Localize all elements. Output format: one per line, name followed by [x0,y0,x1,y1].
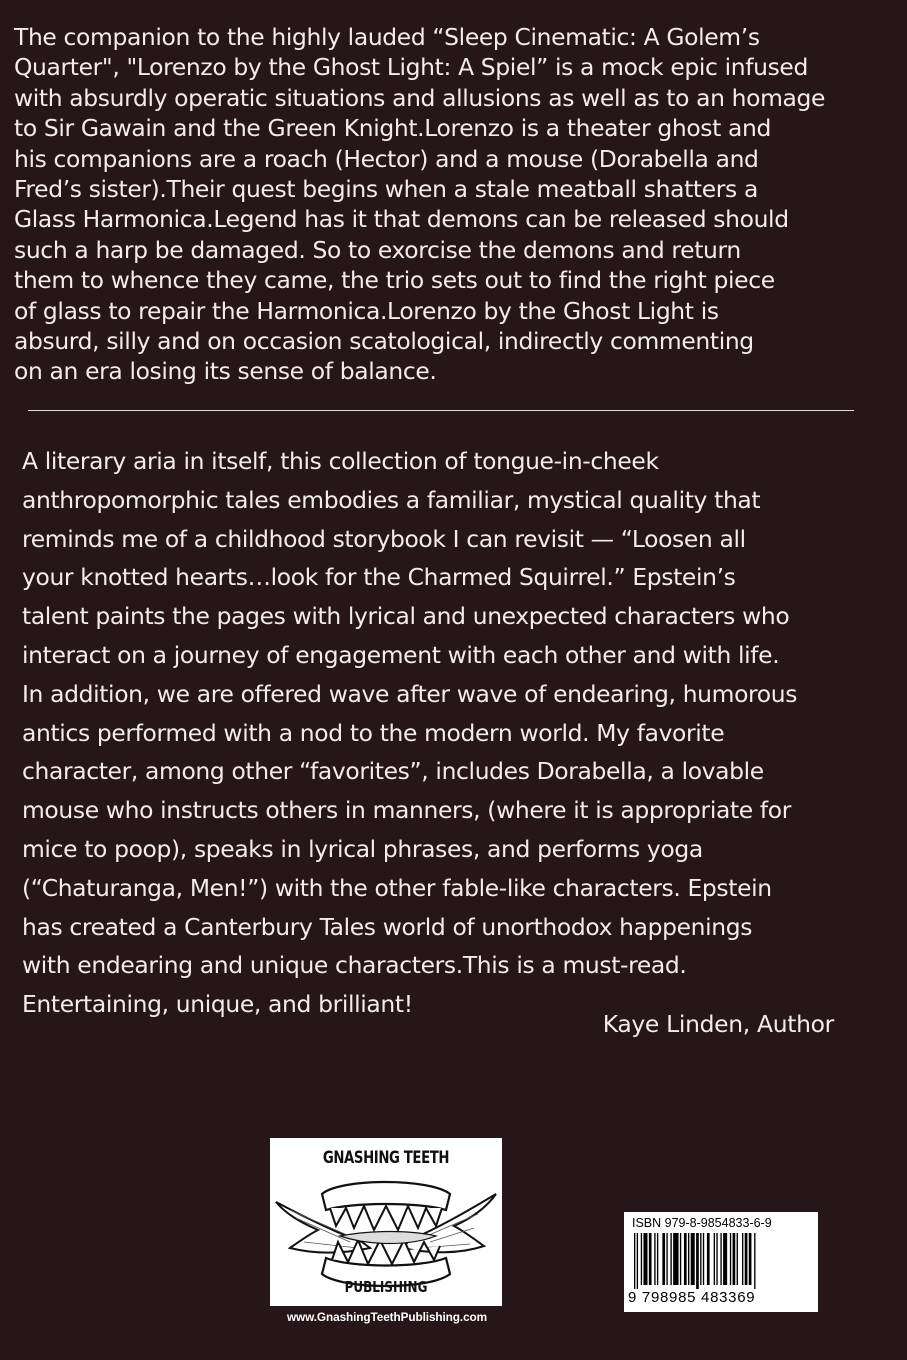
review-attribution: Kaye Linden, Author [602,1010,834,1038]
barcode-bar [634,1233,635,1289]
review-line: mouse who instructs others in manners, (where it is appropriate for [22,796,792,825]
description-line: with absurdly operatic situations and allusions as well as to an homage [14,83,826,112]
isbn-label: ISBN 979-8-9854833-6-9 [632,1216,772,1230]
barcode-bar [673,1233,678,1285]
barcode-bar [680,1233,681,1285]
description-line: absurd, silly and on occasion scatological, indirectly commenting [14,327,754,356]
review-line: Entertaining, unique, and brilliant! [22,990,413,1019]
review-line: In addition, we are offered wave after wave of endearing, humorous [22,679,798,708]
barcode-bar [657,1233,658,1285]
barcode-bar [703,1233,704,1285]
barcode-bars [632,1233,810,1289]
barcode-bar [670,1233,671,1285]
barcode-bar [700,1233,701,1285]
barcode-bar [720,1233,721,1285]
description-line: to Sir Gawain and the Green Knight.Lorenzo is a theater ghost and [14,114,771,143]
barcode-bar [707,1233,710,1285]
description-line: Fred’s sister).Their quest begins when a stale meatball shatters a [14,175,758,204]
description-line: his companions are a roach (Hector) and a mouse (Dorabella and [14,144,759,173]
barcode-bar [723,1233,727,1285]
barcode-bar [688,1233,689,1285]
description-line: The companion to the highly lauded “Sleep Cinematic: A Golem’s [14,23,760,51]
review-line: interact on a journey of engagement with each other and with life. [22,640,780,669]
book-description [14,22,894,387]
review-line: (“Chaturanga, Men!”) with the other fable-like characters. Epstein [22,873,772,902]
publisher-website[interactable]: www.GnashingTeethPublishing.com [286,1310,488,1324]
barcode-digits: 9 798985 483369 [628,1289,756,1306]
barcode-bar [691,1233,695,1285]
barcode-bar [684,1233,687,1285]
barcode-bar [716,1233,717,1285]
description-line: on an era losing its sense of balance. [14,357,437,386]
barcode-bar [737,1233,738,1285]
barcode-bar [696,1233,699,1289]
description-line: them to whence they came, the trio sets out to find the right piece [14,266,775,295]
review-line: has created a Canterbury Tales world of unorthodox happenings [22,912,753,941]
barcode-bar [714,1233,715,1285]
barcode-bar [749,1233,752,1285]
section-divider [28,410,854,411]
barcode-bar [754,1233,755,1289]
barcode-bar [662,1233,665,1285]
description-line: such a harp be damaged. So to exorcise the demons and return [14,235,741,264]
barcode-bar [742,1233,743,1285]
barcode-bar [637,1233,638,1289]
review-line: your knotted hearts…look for the Charmed Squirrel.” Epstein’s [22,563,736,592]
barcode-bar [730,1233,731,1285]
barcode-bar [745,1233,748,1285]
barcode-bar [641,1233,642,1285]
barcode-bar [649,1233,652,1285]
logo-subtitle: PUBLISHING [344,1278,428,1296]
barcode-bar [654,1233,655,1285]
review-quote [22,442,892,1024]
review-line: mice to poop), speaks in lyrical phrases, and performs yoga [22,834,703,863]
review-line: antics performed with a nod to the modern world. My favorite [22,718,725,747]
description-line: Glass Harmonica.Legend has it that demons can be released should [14,205,789,234]
review-line: A literary aria in itself, this collection of tongue-in-cheek [22,447,659,475]
description-line: of glass to repair the Harmonica.Lorenzo by the Ghost Light is [14,296,719,325]
review-line: anthropomorphic tales embodies a familiar, mystical quality that [22,485,761,514]
barcode-bar [666,1233,667,1285]
barcode-bar [643,1233,647,1285]
review-line: character, among other “favorites”, includes Dorabella, a lovable [22,757,764,786]
review-line: reminds me of a childhood storybook I can revisit — “Loosen all [22,524,746,553]
review-line: with endearing and unique characters.This is a must-read. [22,951,687,980]
logo-title: GNASHING TEETH [322,1148,450,1168]
publisher-logo [270,1138,502,1306]
barcode-bar [733,1233,736,1285]
isbn-barcode [624,1212,818,1312]
review-line: talent paints the pages with lyrical and unexpected characters who [22,602,790,631]
description-line: Quarter", "Lorenzo by the Ghost Light: A Spiel” is a mock epic infused [14,53,808,82]
